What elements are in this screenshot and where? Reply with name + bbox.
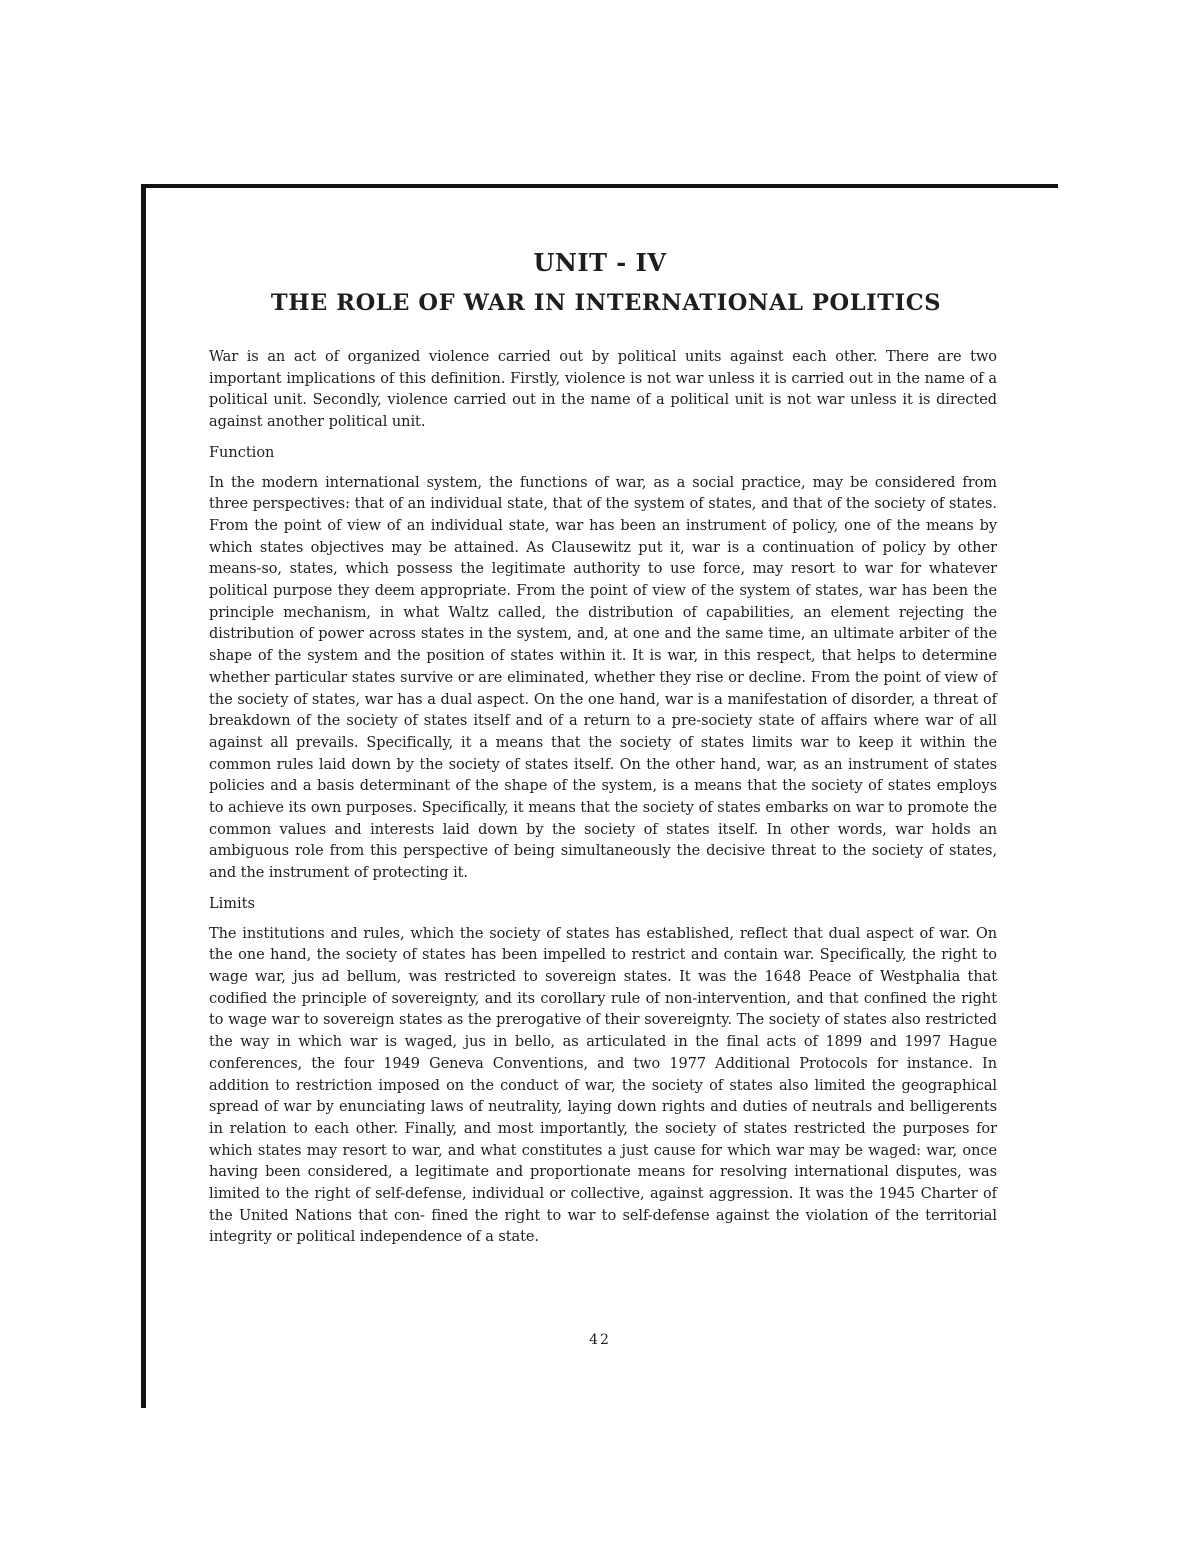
section-heading-limits: Limits — [209, 895, 255, 912]
limits-paragraph: The institutions and rules, which the society of states has established, reflect that dual aspect of war. On the one hand, the society of states has been impelled to restrict and contain war. Specifically, the right to wage war, jus ad bellum, was restricted to sovereign states. It was the 1648 Peace of Westphalia that codified the principle of sovereignty, and its corollary rule of non-intervention, and that confined the right to wage war to sovereign states as the prerogative of their sovereignty. The society of states also restricted the way in which war is waged, jus in bello, as articulated in the final acts of 1899 and 1997 Hague conferences, the four 1949 Geneva Conventions, and two 1977 Additional Protocols for instance. In addition to restriction imposed on the conduct of war, the society of states also limited the geographical spread of war by enunciating laws of neutrality, laying down rights and duties of neutrals and belligerents in relation to each other. Finally, and most importantly, the society of states restricted the purposes for which states may resort to war, and what constitutes a just cause for which war may be waged: war, once having been considered, a legitimate and proportionate means for resolving international disputes, was limited to the right of self-defense, individual or collective, against aggression. It was the 1945 Charter of the United Nations that con- fined the right to war to self-defense against the violation of the territorial integrity or political independence of a state. — [209, 925, 997, 1246]
scan-border-top — [141, 184, 1058, 188]
section-heading-function: Function — [209, 444, 275, 461]
unit-heading: UNIT - IV — [533, 248, 667, 277]
document-body — [209, 347, 997, 1249]
intro-paragraph: War is an act of organized violence carried out by political units against each other. There are two important implications of this definition. Firstly, violence is not war unless it is carried out in the name of a political unit. Secondly, violence carried out in the name of a political unit is not war unless it is directed against another political unit. — [209, 349, 997, 431]
page-title: THE ROLE OF WAR IN INTERNATIONAL POLITICS — [270, 290, 942, 316]
page-number: 42 — [589, 1332, 611, 1348]
function-paragraph: In the modern international system, the functions of war, as a social practice, may be considered from three perspectives: that of an individual state, that of the system of states, and that of the society of states. From the point of view of an individual state, war has been an instrument of policy, one of the means by which states objectives may be attained. As Clausewitz put it, war is a continuation of policy by other means-so, states, which possess the legitimate authority to use force, may resort to war for whatever political purpose they deem appropriate. From the point of view of the system of states, war has been the principle mechanism, in what Waltz called, the distribution of capabilities, an element rejecting the distribution of power across states in the system, and, at one and the same time, an ultimate arbiter of the shape of the system and the position of states within it. It is war, in this respect, that helps to determine whether particular states survive or are eliminated, whether they rise or decline. From the point of view of the society of states, war has a dual aspect. On the one hand, war is a manifestation of disorder, a threat of breakdown of the society of states itself and of a return to a pre-society state of affairs where war of all against all prevails. Specifically, it a means that the society of states limits war to keep it within the common rules laid down by the society of states itself. On the other hand, war, as an instrument of states policies and a basis determinant of the shape of the system, is a means that the society of states employs to achieve its own purposes. Specifically, it means that the society of states embarks on war to promote the common values and interests laid down by the society of states itself. In other words, war holds an ambiguous role from this perspective of being simultaneously the decisive threat to the society of states, and the instrument of protecting it. — [209, 474, 997, 882]
scan-border-left — [141, 184, 146, 1408]
